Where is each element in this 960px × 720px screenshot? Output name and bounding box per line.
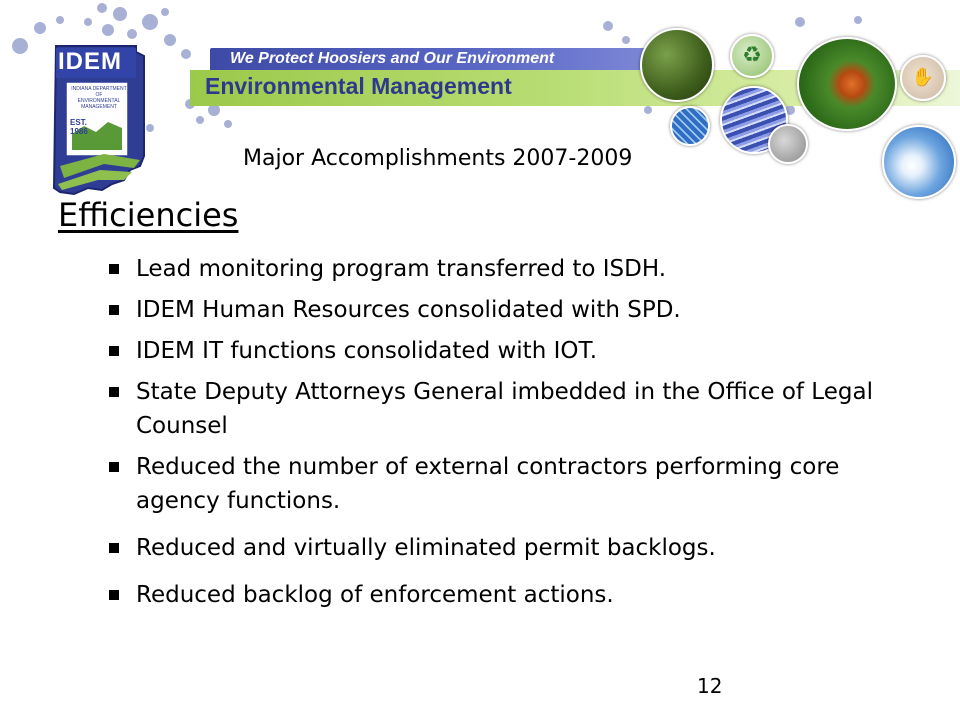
solar-panel-photo [670, 106, 710, 146]
logo-subtitle: INDIANA DEPARTMENT OF ENVIRONMENTAL MANAGEMENT [71, 86, 127, 110]
bullet-item [104, 252, 924, 286]
recycle-icon: ♻ [742, 43, 762, 68]
bullet-text: Reduced backlog of enforcement actions. [136, 582, 614, 608]
square-bullet-icon [109, 264, 119, 274]
slide-subtitle: Major Accomplishments 2007-2009 [243, 146, 633, 171]
fern-photo [640, 28, 714, 102]
section-title: Efficiencies [58, 196, 239, 234]
agency-tagline: We Protect Hoosiers and Our Environment [230, 50, 555, 67]
bullet-list [104, 252, 924, 619]
bullet-item [104, 531, 924, 565]
square-bullet-icon [109, 305, 119, 315]
butterfly-photo [797, 37, 897, 131]
square-bullet-icon [109, 387, 119, 397]
recycle-photo [730, 34, 774, 78]
bullet-text: Reduced the number of external contractors performing core agency functions. [136, 454, 840, 514]
bullet-item [104, 578, 924, 612]
square-bullet-icon [109, 590, 119, 600]
handshake-photo [900, 55, 946, 101]
square-bullet-icon [109, 462, 119, 472]
bullet-text: Reduced and virtually eliminated permit backlogs. [136, 535, 716, 561]
bullet-item [104, 334, 924, 368]
slide-page-number: 12 [697, 674, 723, 698]
bullet-text: IDEM IT functions consolidated with IOT. [136, 338, 598, 364]
agency-name: Environmental Management [205, 73, 512, 99]
square-bullet-icon [109, 543, 119, 553]
bullet-text: IDEM Human Resources consolidated with SPD. [136, 297, 681, 323]
logo-acronym: IDEM [58, 48, 122, 75]
sky-photo [882, 125, 956, 199]
bullet-item [104, 450, 924, 518]
bullet-item [104, 293, 924, 327]
logo-established: EST. 1986 [70, 118, 88, 136]
handshake-icon: ✋ [911, 67, 935, 88]
square-bullet-icon [109, 346, 119, 356]
leaves-photo [768, 124, 808, 164]
bullet-text: State Deputy Attorneys General imbedded in the Office of Legal Counsel [136, 379, 873, 439]
bullet-item [104, 375, 924, 443]
bullet-text: Lead monitoring program transferred to ISDH. [136, 256, 667, 282]
